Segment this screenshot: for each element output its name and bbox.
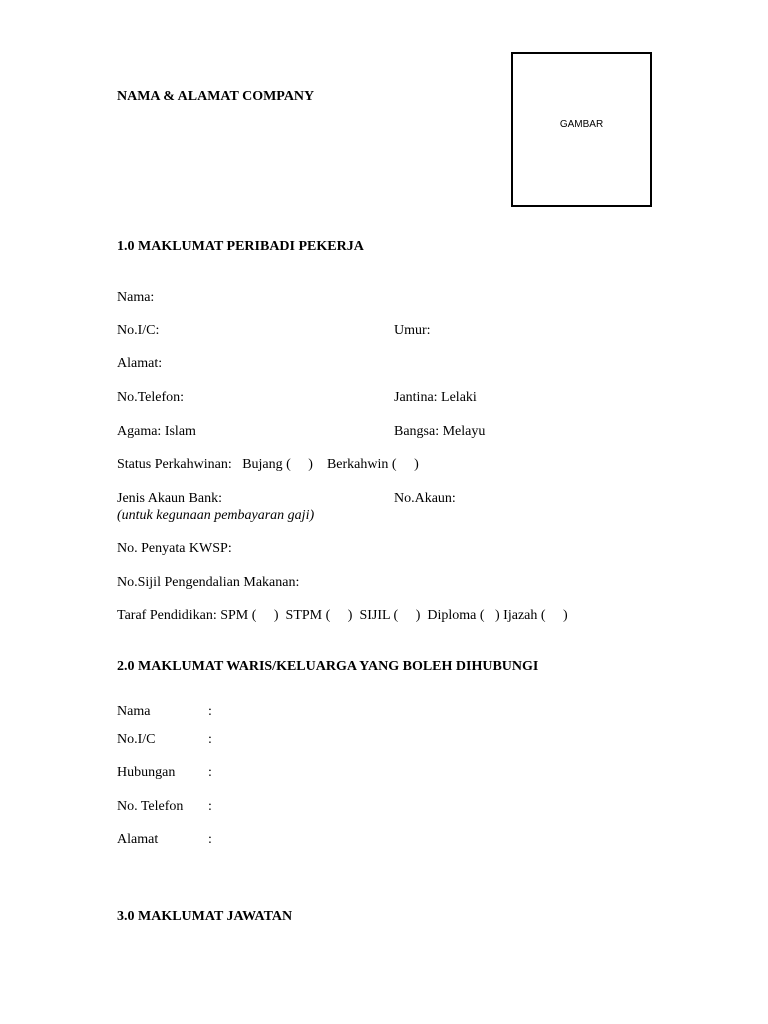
- waris-nama-colon: :: [208, 704, 212, 719]
- telefon-field: No.Telefon:: [117, 390, 185, 405]
- waris-nama-label: Nama: [117, 704, 151, 719]
- waris-hubungan-label: Hubungan: [117, 765, 176, 780]
- status-perkahwinan-field: Status Perkahwinan: Bujang ( ) Berkahwin ( ): [117, 457, 419, 472]
- alamat-field: Alamat:: [117, 356, 163, 371]
- bangsa-field: Bangsa: Melayu: [394, 424, 486, 439]
- waris-alamat-colon: :: [208, 832, 212, 847]
- section-3-heading: 3.0 MAKLUMAT JAWATAN: [117, 909, 293, 924]
- waris-ic-label: No.I/C: [117, 732, 156, 747]
- no-akaun-field: No.Akaun:: [394, 491, 456, 506]
- umur-field: Umur:: [394, 323, 431, 338]
- waris-telefon-colon: :: [208, 799, 212, 814]
- kwsp-field: No. Penyata KWSP:: [117, 541, 232, 556]
- photo-label: GAMBAR: [559, 119, 604, 130]
- company-name-heading: NAMA & ALAMAT COMPANY: [117, 89, 315, 104]
- section-1-heading: 1.0 MAKLUMAT PERIBADI PEKERJA: [117, 239, 364, 254]
- waris-alamat-label: Alamat: [117, 832, 159, 847]
- jantina-field: Jantina: Lelaki: [394, 390, 477, 405]
- photo-box: [511, 52, 652, 207]
- ic-field: No.I/C:: [117, 323, 160, 338]
- sijil-makanan-field: No.Sijil Pengendalian Makanan:: [117, 575, 300, 590]
- waris-hubungan-colon: :: [208, 765, 212, 780]
- taraf-pendidikan-field: Taraf Pendidikan: SPM ( ) STPM ( ) SIJIL ( ) Diploma ( ) Ijazah ( ): [117, 608, 568, 623]
- agama-field: Agama: Islam: [117, 424, 196, 439]
- waris-ic-colon: :: [208, 732, 212, 747]
- nama-field: Nama:: [117, 290, 155, 305]
- akaun-bank-field: Jenis Akaun Bank:: [117, 491, 222, 506]
- section-2-heading: 2.0 MAKLUMAT WARIS/KELUARGA YANG BOLEH DIHUBUNGI: [117, 659, 539, 674]
- waris-telefon-label: No. Telefon: [117, 799, 184, 814]
- akaun-bank-note: (untuk kegunaan pembayaran gaji): [117, 508, 315, 523]
